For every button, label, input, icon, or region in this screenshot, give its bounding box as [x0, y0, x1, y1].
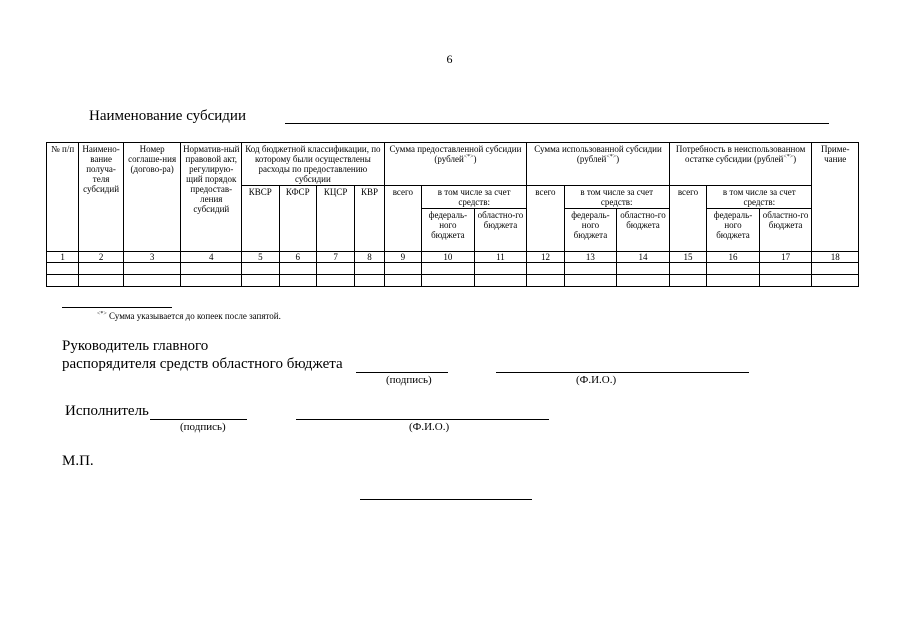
table-cell[interactable]: [316, 275, 354, 287]
executor-label: Исполнитель: [65, 403, 149, 419]
head-title-line1: Руководитель главного: [62, 338, 209, 354]
header-used-sum: Сумма использованной субсидии (рублей<*>): [527, 143, 670, 186]
executor-signature-field[interactable]: [150, 419, 247, 420]
column-number-cell: 3: [123, 252, 181, 263]
column-number-cell: 6: [279, 252, 316, 263]
header-agreement: Номер соглаше-ния (догово-ра): [123, 143, 181, 252]
table-cell[interactable]: [47, 275, 79, 287]
stamp-label: М.П.: [62, 453, 94, 469]
header-act: Норматив-ный правовой акт, регулирую-щий порядок предостав-ления субсидий: [181, 143, 242, 252]
column-number-cell: 10: [422, 252, 475, 263]
head-signature-label: (подпись): [386, 374, 432, 386]
table-cell[interactable]: [564, 275, 617, 287]
table-cell[interactable]: [355, 263, 384, 275]
table-cell[interactable]: [384, 275, 421, 287]
header-used-incl: в том числе за счет средств:: [564, 186, 669, 209]
column-number-cell: 15: [669, 252, 706, 263]
header-kvr: КВР: [355, 186, 384, 252]
table-cell[interactable]: [355, 275, 384, 287]
table-cell[interactable]: [474, 275, 527, 287]
table-cell[interactable]: [422, 275, 475, 287]
header-kvsr: КВСР: [242, 186, 279, 252]
header-used-federal: федераль-ного бюджета: [564, 209, 617, 252]
header-provided-regional: областно-го бюджета: [474, 209, 527, 252]
footnote-rule: [62, 307, 172, 308]
header-need-incl: в том числе за счет средств:: [707, 186, 812, 209]
page-number: 6: [446, 52, 453, 66]
table-cell[interactable]: [242, 263, 279, 275]
table-cell[interactable]: [242, 275, 279, 287]
table-row: [47, 263, 859, 275]
head-title-line2: распорядителя средств областного бюджета: [62, 356, 343, 372]
subsidy-name-field[interactable]: [285, 123, 829, 124]
table-cell[interactable]: [669, 263, 706, 275]
column-number-cell: 12: [527, 252, 564, 263]
table-cell[interactable]: [181, 263, 242, 275]
bottom-rule: [360, 499, 532, 500]
table-cell[interactable]: [181, 275, 242, 287]
head-signature-field[interactable]: [356, 372, 448, 373]
executor-fio-label: (Ф.И.О.): [409, 421, 450, 433]
column-number-cell: 7: [316, 252, 354, 263]
column-number-cell: 9: [384, 252, 421, 263]
table-row: [47, 275, 859, 287]
header-provided-federal: федераль-ного бюджета: [422, 209, 475, 252]
table-cell[interactable]: [617, 275, 670, 287]
column-number-cell: 13: [564, 252, 617, 263]
header-provided-total: всего: [384, 186, 421, 252]
table-cell[interactable]: [123, 275, 181, 287]
table-cell[interactable]: [474, 263, 527, 275]
column-number-cell: 1: [47, 252, 79, 263]
table-cell[interactable]: [759, 275, 812, 287]
executor-fio-field[interactable]: [296, 419, 549, 420]
header-note: Приме-чание: [812, 143, 859, 252]
table-cell[interactable]: [812, 263, 859, 275]
header-kcsr: КЦСР: [316, 186, 354, 252]
header-budget-code: Код бюджетной классификации, по которому были осуществлены расходы по предоставлению субсидии: [242, 143, 385, 186]
column-number-row: [47, 252, 859, 263]
header-provided-sum: Сумма предоставленной субсидии (рублей<*>): [384, 143, 527, 186]
table-cell[interactable]: [527, 275, 564, 287]
table-cell[interactable]: [47, 263, 79, 275]
header-used-regional: областно-го бюджета: [617, 209, 670, 252]
header-need-regional: областно-го бюджета: [759, 209, 812, 252]
column-number-cell: 2: [79, 252, 123, 263]
column-number-cell: 11: [474, 252, 527, 263]
table-cell[interactable]: [759, 263, 812, 275]
table-cell[interactable]: [527, 263, 564, 275]
table-cell[interactable]: [812, 275, 859, 287]
table-cell[interactable]: [707, 263, 760, 275]
table-cell[interactable]: [79, 263, 123, 275]
table-cell[interactable]: [669, 275, 706, 287]
head-fio-label: (Ф.И.О.): [576, 374, 617, 386]
header-used-total: всего: [527, 186, 564, 252]
table-cell[interactable]: [79, 275, 123, 287]
table-cell[interactable]: [617, 263, 670, 275]
table-cell[interactable]: [564, 263, 617, 275]
column-number-cell: 4: [181, 252, 242, 263]
header-provided-incl: в том числе за счет средств:: [422, 186, 527, 209]
header-num: № п/п: [47, 143, 79, 252]
table-cell[interactable]: [279, 275, 316, 287]
subsidy-report-table: [46, 142, 859, 287]
column-number-cell: 14: [617, 252, 670, 263]
column-number-cell: 17: [759, 252, 812, 263]
subsidy-name-label: Наименование субсидии: [89, 108, 246, 124]
table-cell[interactable]: [422, 263, 475, 275]
table-cell[interactable]: [707, 275, 760, 287]
table-cell[interactable]: [316, 263, 354, 275]
column-number-cell: 16: [707, 252, 760, 263]
table-cell[interactable]: [123, 263, 181, 275]
column-number-cell: 18: [812, 252, 859, 263]
table-cell[interactable]: [384, 263, 421, 275]
header-need: Потребность в неиспользованном остатке субсидии (рублей<*>): [669, 143, 812, 186]
column-number-cell: 8: [355, 252, 384, 263]
column-number-cell: 5: [242, 252, 279, 263]
header-kfsr: КФСР: [279, 186, 316, 252]
head-fio-field[interactable]: [496, 372, 749, 373]
header-need-federal: федераль-ного бюджета: [707, 209, 760, 252]
header-recipient: Наимено-вание получа-теля субсидий: [79, 143, 123, 252]
footnote: <*> Сумма указывается до копеек после запятой.: [97, 311, 281, 321]
header-need-total: всего: [669, 186, 706, 252]
executor-signature-label: (подпись): [180, 421, 226, 433]
table-cell[interactable]: [279, 263, 316, 275]
